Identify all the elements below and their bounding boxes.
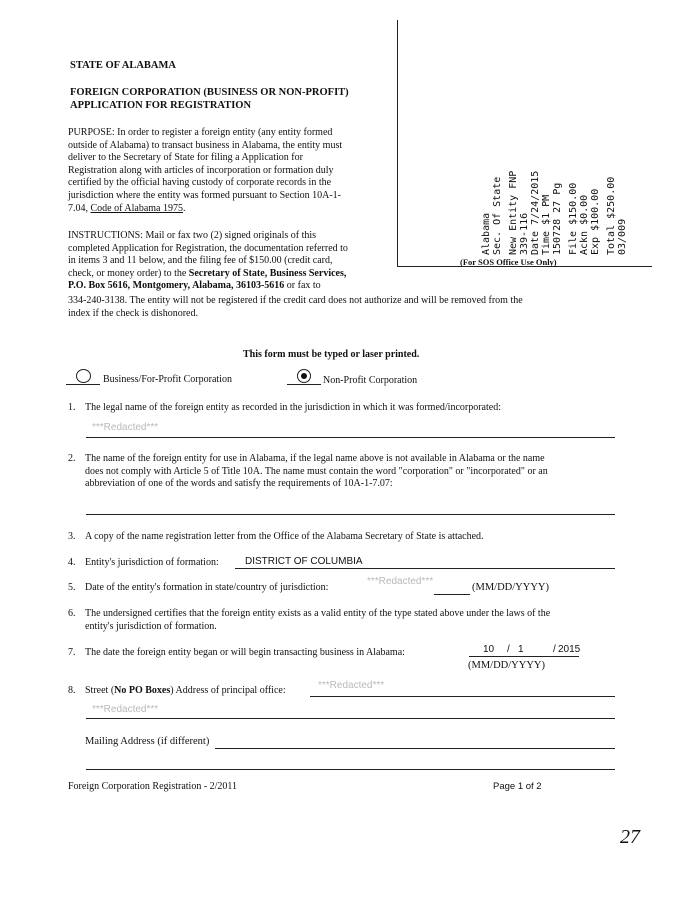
principal-address-value-line2: ***Redacted*** (92, 704, 159, 715)
stamp-line: 03/009 (617, 218, 628, 255)
purpose-line: jurisdiction where the entity was formed pursuant to Section 10A-1- (68, 189, 341, 201)
stamp-line: Ackn $0.00 (579, 194, 590, 255)
typed-notice: This form must be typed or laser printed. (243, 349, 420, 360)
item6-line: entity's jurisdiction of formation. (85, 620, 217, 632)
item2-line: abbreviation of one of the words and satisfy the requirements of 10A-1-7.07: (85, 478, 393, 490)
filing-stamp (482, 120, 627, 255)
stamp-line: Sec. Of State (492, 176, 503, 255)
item3-label: A copy of the name registration letter from the Office of the Alabama Secretary of State is attached. (85, 531, 484, 542)
item-number: 4. (68, 557, 76, 568)
item4-label: Entity's jurisdiction of formation: (85, 557, 219, 568)
item1-label: The legal name of the foreign entity as recorded in the jurisdiction in which it was formed/incorporated: (85, 402, 501, 413)
instructions-paragraph (68, 230, 398, 293)
mailing-address-field[interactable] (215, 748, 615, 749)
item-number: 1. (68, 402, 76, 413)
item-number: 6. (68, 608, 76, 619)
purpose-line: deliver to the Secretary of State for filing a Application for (68, 152, 303, 164)
item2-text (85, 453, 625, 491)
legal-name-field[interactable] (86, 437, 615, 438)
purpose-line: 7.04, Code of Alabama 1975. (68, 202, 186, 214)
instructions-continued (68, 295, 628, 320)
principal-address-field-line2[interactable] (86, 718, 615, 719)
jurisdiction-field[interactable] (235, 568, 615, 569)
formation-date-format: (MM/DD/YYYY) (472, 582, 549, 593)
stamp-line: 339-116 (519, 212, 530, 255)
instructions-line: INSTRUCTIONS: Mail or fax two (2) signed originals of this (68, 230, 317, 241)
item6-text (85, 608, 625, 633)
item-number: 7. (68, 647, 76, 658)
page-number: Page 1 of 2 (493, 781, 542, 792)
begin-month: 10 (483, 644, 495, 655)
alabama-name-field[interactable] (86, 514, 615, 515)
nonprofit-radio[interactable] (297, 369, 311, 383)
instructions-line: completed Application for Registration, the documentation referred to (68, 242, 348, 254)
instructions-line: P.O. Box 5616, Montgomery, Alabama, 36103-5616 or fax to (68, 280, 321, 292)
stamp-line: Date 7/24/2015 (530, 170, 541, 255)
form-title-line2: APPLICATION FOR REGISTRATION (70, 100, 252, 111)
purpose-line: Registration along with articles of incorporation or formation duly (68, 164, 334, 176)
stamp-line: Alabama (481, 212, 492, 255)
item-number: 5. (68, 582, 76, 593)
item6-line: The undersigned certifies that the foreign entity exists as a valid entity of the type stated above under the laws of the (85, 608, 551, 619)
formation-date-field[interactable] (434, 594, 470, 595)
business-radio[interactable] (76, 369, 91, 383)
purpose-paragraph (68, 127, 388, 215)
begin-date-format: (MM/DD/YYYY) (468, 660, 545, 671)
principal-address-value: ***Redacted*** (318, 680, 385, 691)
item-number: 8. (68, 685, 76, 696)
principal-address-field[interactable] (310, 696, 615, 697)
purpose-line: outside of Alabama) to transact business in Alabama, the entity must (68, 139, 343, 151)
item-number: 2. (68, 453, 76, 464)
date-separator: / (553, 644, 556, 655)
formation-date-value: ***Redacted*** (367, 576, 434, 587)
code-reference: Code of Alabama 1975 (90, 202, 183, 214)
sos-office-label: (For SOS Office Use Only) (460, 257, 557, 267)
stamp-line: Exp $100.00 (590, 188, 601, 255)
mailing-address-field-line2[interactable] (86, 769, 615, 770)
item-number: 3. (68, 531, 76, 542)
nonprofit-option-label: Non-Profit Corporation (323, 375, 418, 386)
begin-date-field[interactable] (469, 656, 579, 657)
stamp-line: 150728 27 Pg (552, 182, 563, 255)
radio-selected-dot (301, 373, 307, 379)
business-option-label: Business/For-Profit Corporation (103, 374, 232, 385)
begin-day: 1 (518, 644, 524, 655)
sos-box-left-border (397, 20, 398, 267)
form-identifier: Foreign Corporation Registration - 2/2011 (68, 781, 238, 792)
date-separator: / (507, 644, 510, 655)
form-title-line1: FOREIGN CORPORATION (BUSINESS OR NON-PROFIT) (70, 87, 349, 98)
item7-label: The date the foreign entity began or will begin transacting business in Alabama: (85, 647, 405, 658)
instructions-line: 334-240-3138. The entity will not be registered if the credit card does not authorize and will be removed from the (68, 295, 523, 306)
instructions-line: in items 3 and 11 below, and the filing fee of $150.00 (credit card, (68, 255, 333, 267)
state-heading: STATE OF ALABAMA (70, 60, 176, 71)
handwritten-page-mark: 27 (620, 826, 640, 848)
item2-line: The name of the foreign entity for use in Alabama, if the legal name above is not available in Alabama or the name (85, 453, 545, 464)
legal-name-value: ***Redacted*** (92, 422, 159, 433)
stamp-line: File $150.00 (568, 182, 579, 255)
item5-label: Date of the entity's formation in state/country of jurisdiction: (85, 582, 329, 593)
nonprofit-option-blank[interactable] (287, 368, 321, 385)
instructions-line: index if the check is dishonored. (68, 307, 198, 319)
stamp-line: Time $1 PM (541, 194, 552, 255)
purpose-line: certified by the official having custody of corporate records in the (68, 177, 332, 189)
item8-label: Street (No PO Boxes) Address of principal office: (85, 685, 286, 696)
business-option-blank[interactable] (66, 368, 100, 385)
mailing-address-label: Mailing Address (if different) (85, 736, 210, 747)
item2-line: does not comply with Article 5 of Title 10A. The name must contain the word "corporation" or "incorporated" or an (85, 465, 548, 477)
jurisdiction-value: DISTRICT OF COLUMBIA (245, 556, 363, 567)
begin-year: 2015 (558, 644, 581, 655)
stamp-line: Total $250.00 (606, 176, 617, 255)
instructions-line: check, or money order) to the Secretary of State, Business Services, (68, 267, 347, 279)
stamp-line: New Entity FNP (508, 170, 519, 255)
purpose-line: PURPOSE: In order to register a foreign entity (any entity formed (68, 127, 333, 138)
